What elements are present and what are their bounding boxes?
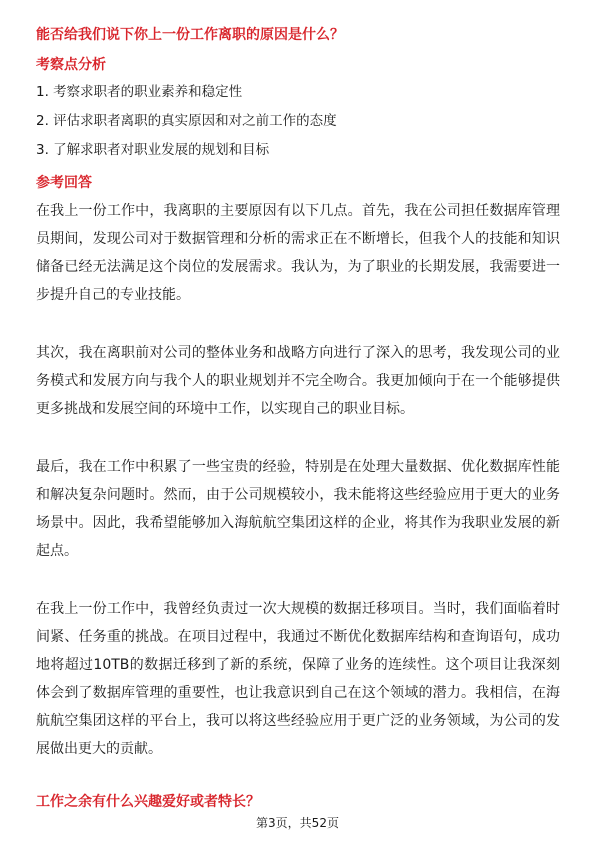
page-footer: 第3页，共52页 [256,816,339,830]
analysis-item-2: 2. 评估求职者离职的真实原因和对之前工作的态度 [36,113,337,129]
reference-paragraph-2: 其次，我在离职前对公司的整体业务和战略方向进行了深入的思考，我发现公司的业务模式和发展方向与我个人的职业规划并不完全吻合。我更加倾向于在一个能够提供更多挑战和发展空间的环境中工作，以实现自己的职业目标。 [36,345,560,417]
reference-paragraph-3: 最后，我在工作中积累了一些宝贵的经验，特别是在处理大量数据、优化数据库性能和解决复杂问题时。然而，由于公司规模较小，我未能将这些经验应用于更大的业务场景中。因此，我希望能够加入海航航空集团这样的企业，将其作为我职业发展的新起点。 [36,459,560,559]
next-question-title: 工作之余有什么兴趣爱好或者特长？ [36,794,260,810]
reference-heading: 参考回答 [36,175,92,191]
reference-paragraph-4: 在我上一份工作中，我曾经负责过一次大规模的数据迁移项目。当时，我们面临着时间紧、任务重的挑战。在项目过程中，我通过不断优化数据库结构和查询语句，成功地将超过10TB的数据迁移到了新的系统，保障了业务的连续性。这个项目让我深刻体会到了数据库管理的重要性，也让我意识到自己在这个领域的潜力。我相信，在海航航空集团这样的平台上，我可以将这些经验应用于更广泛的业务领域，为公司的发展做出更大的贡献。 [36,601,560,757]
analysis-heading: 考察点分析 [36,57,106,73]
question-title: 能否给我们说下你上一份工作离职的原因是什么？ [36,27,344,43]
analysis-item-3: 3. 了解求职者对职业发展的规划和目标 [36,142,270,158]
reference-paragraph-1: 在我上一份工作中，我离职的主要原因有以下几点。首先，我在公司担任数据库管理员期间，发现公司对于数据管理和分析的需求正在不断增长，但我个人的技能和知识储备已经无法满足这个岗位的发展需求。我认为，为了职业的长期发展，我需要进一步提升自己的专业技能。 [36,203,560,303]
analysis-item-1: 1. 考察求职者的职业素养和稳定性 [36,84,243,100]
